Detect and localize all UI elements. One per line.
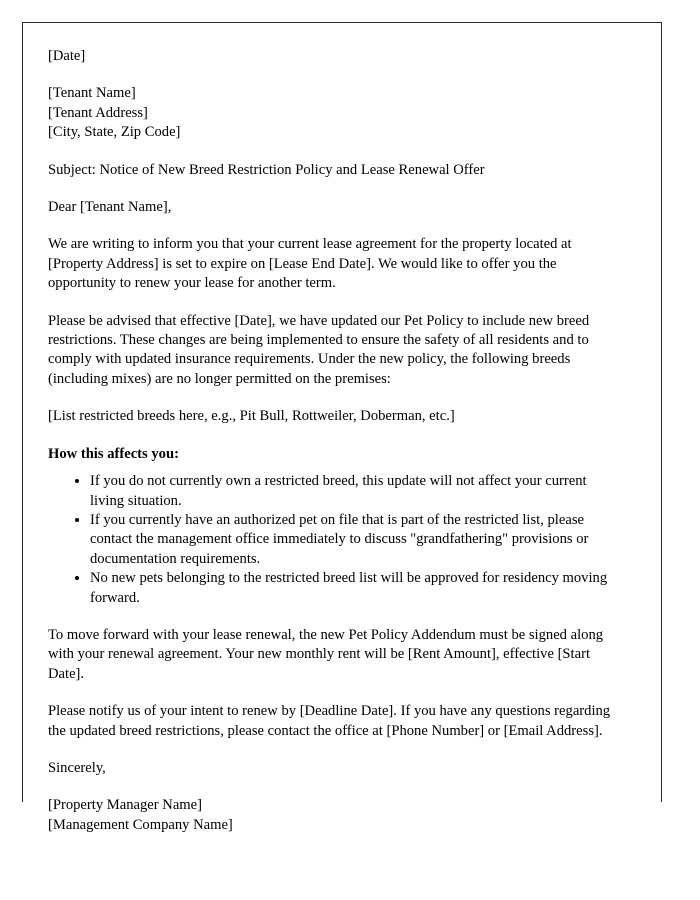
list-item: • If you do not currently own a restricted breed, this update will not affect your current living situation. [90, 472, 620, 511]
list-item: • If you currently have an authorized pet on file that is part of the restricted list, please contact the management office immediately to discuss "grandfathering" provisions or documentation requirements. [90, 511, 620, 569]
document-page [22, 22, 662, 833]
recipient-line-city-state-zip: [City, State, Zip Code] [48, 124, 181, 141]
paragraph-policy-update: Please be advised that effective [Date], we have updated our Pet Policy to include new breed restrictions. These changes are being implemented to ensure the safety of all residents and to comply with updated insurance requirements. Under the new policy, the following breeds (including mixes) are no longer permitted on the premises: [48, 312, 590, 387]
subject-line: Subject: Notice of New Breed Restriction Policy and Lease Renewal Offer [48, 161, 485, 178]
affects-bullet-list [48, 472, 620, 608]
recipient-line-name: [Tenant Name] [48, 85, 136, 102]
list-item: • No new pets belonging to the restricted breed list will be approved for residency moving forward. [90, 569, 620, 608]
paragraph-renewal-terms: To move forward with your lease renewal, the new Pet Policy Addendum must be signed along with your renewal agreement. Your new monthly rent will be [Rent Amount], effective [Start Date]. [48, 626, 604, 682]
letter-body [48, 47, 628, 853]
closing-line: Sincerely, [48, 759, 106, 776]
date-line: [Date] [48, 48, 86, 64]
recipient-line-address: [Tenant Address] [48, 104, 148, 121]
paragraph-intro: We are writing to inform you that your current lease agreement for the property located at [Property Address] is set to expire on [Lease End Date]. We would like to offer you the opportunity to renew your lease for another term. [48, 236, 572, 292]
salutation: Dear [Tenant Name], [48, 199, 172, 216]
recipient-address-block [48, 84, 628, 142]
signature-block [48, 796, 628, 835]
paragraph-breed-placeholder: [List restricted breeds here, e.g., Pit Bull, Rottweiler, Doberman, etc.] [48, 408, 455, 425]
signature-line-company: [Management Company Name] [48, 816, 233, 833]
signature-line-manager: [Property Manager Name] [48, 797, 202, 814]
paragraph-contact: Please notify us of your intent to renew by [Deadline Date]. If you have any questions regarding the updated breed restrictions, please contact the office at [Phone Number] or [Email Address]. [48, 703, 611, 739]
affects-heading: How this affects you: [48, 445, 179, 462]
